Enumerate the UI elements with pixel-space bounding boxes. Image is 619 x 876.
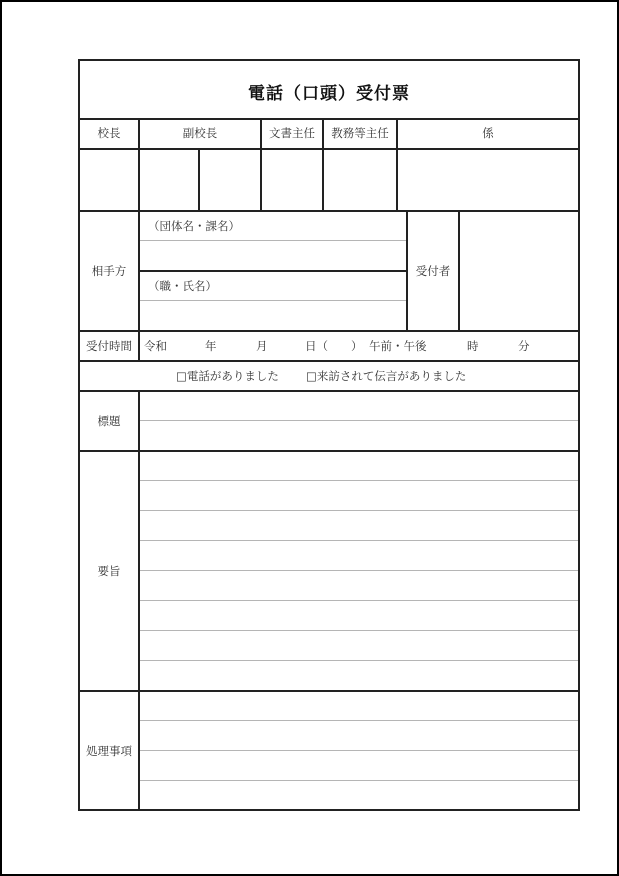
stamp-box-staff[interactable] — [398, 150, 578, 210]
row-line — [78, 360, 580, 362]
stamp-box-principal[interactable] — [80, 150, 138, 210]
person-name-hint: （職・氏名） — [148, 279, 217, 293]
day-label: 日（ ） — [305, 339, 363, 353]
stamp-box-document-head[interactable] — [262, 150, 322, 210]
subject-field[interactable] — [140, 392, 578, 450]
form-border-bottom — [78, 809, 580, 811]
subject-label: 標題 — [97, 414, 121, 428]
col-line — [138, 210, 140, 360]
reception-time-label: 受付時間 — [86, 339, 132, 353]
ampm-label: 午前・午後 — [369, 339, 427, 353]
header-academic-head: 教務等主任 — [331, 126, 389, 140]
month-label: 月 — [256, 339, 268, 353]
header-vice-principal: 副校長 — [182, 126, 218, 140]
org-name-field[interactable] — [140, 241, 406, 270]
header-principal: 校長 — [97, 126, 121, 140]
person-name-field[interactable] — [140, 301, 406, 330]
hour-label: 時 — [467, 339, 479, 353]
action-label: 処理事項 — [86, 744, 132, 758]
receiver-field[interactable] — [460, 212, 578, 330]
receiver-label: 受付者 — [415, 264, 451, 278]
action-field[interactable] — [140, 692, 578, 809]
counterpart-label: 相手方 — [91, 264, 127, 278]
summary-field[interactable] — [140, 452, 578, 690]
summary-label: 要旨 — [97, 564, 121, 578]
reception-form — [78, 59, 580, 811]
stamp-box-vice-principal-1[interactable] — [140, 150, 198, 210]
org-name-hint: （団体名・課名） — [148, 219, 240, 233]
header-staff: 係 — [482, 126, 494, 140]
stamp-box-academic-head[interactable] — [324, 150, 396, 210]
era-label: 令和 — [144, 339, 167, 353]
year-label: 年 — [205, 339, 217, 353]
row-line — [78, 118, 580, 120]
stamp-box-vice-principal-2[interactable] — [200, 150, 260, 210]
visit-checkbox[interactable]: □来訪されて伝言がありました — [306, 369, 467, 383]
row-line — [140, 270, 406, 272]
header-document-head: 文書主任 — [269, 126, 315, 140]
row-line — [78, 330, 580, 332]
form-border-top — [78, 59, 580, 61]
form-border-right — [578, 59, 580, 811]
phone-checkbox[interactable]: □電話がありました — [176, 369, 279, 383]
minute-label: 分 — [518, 339, 530, 353]
form-title: 電話（口頭）受付票 — [248, 84, 410, 104]
